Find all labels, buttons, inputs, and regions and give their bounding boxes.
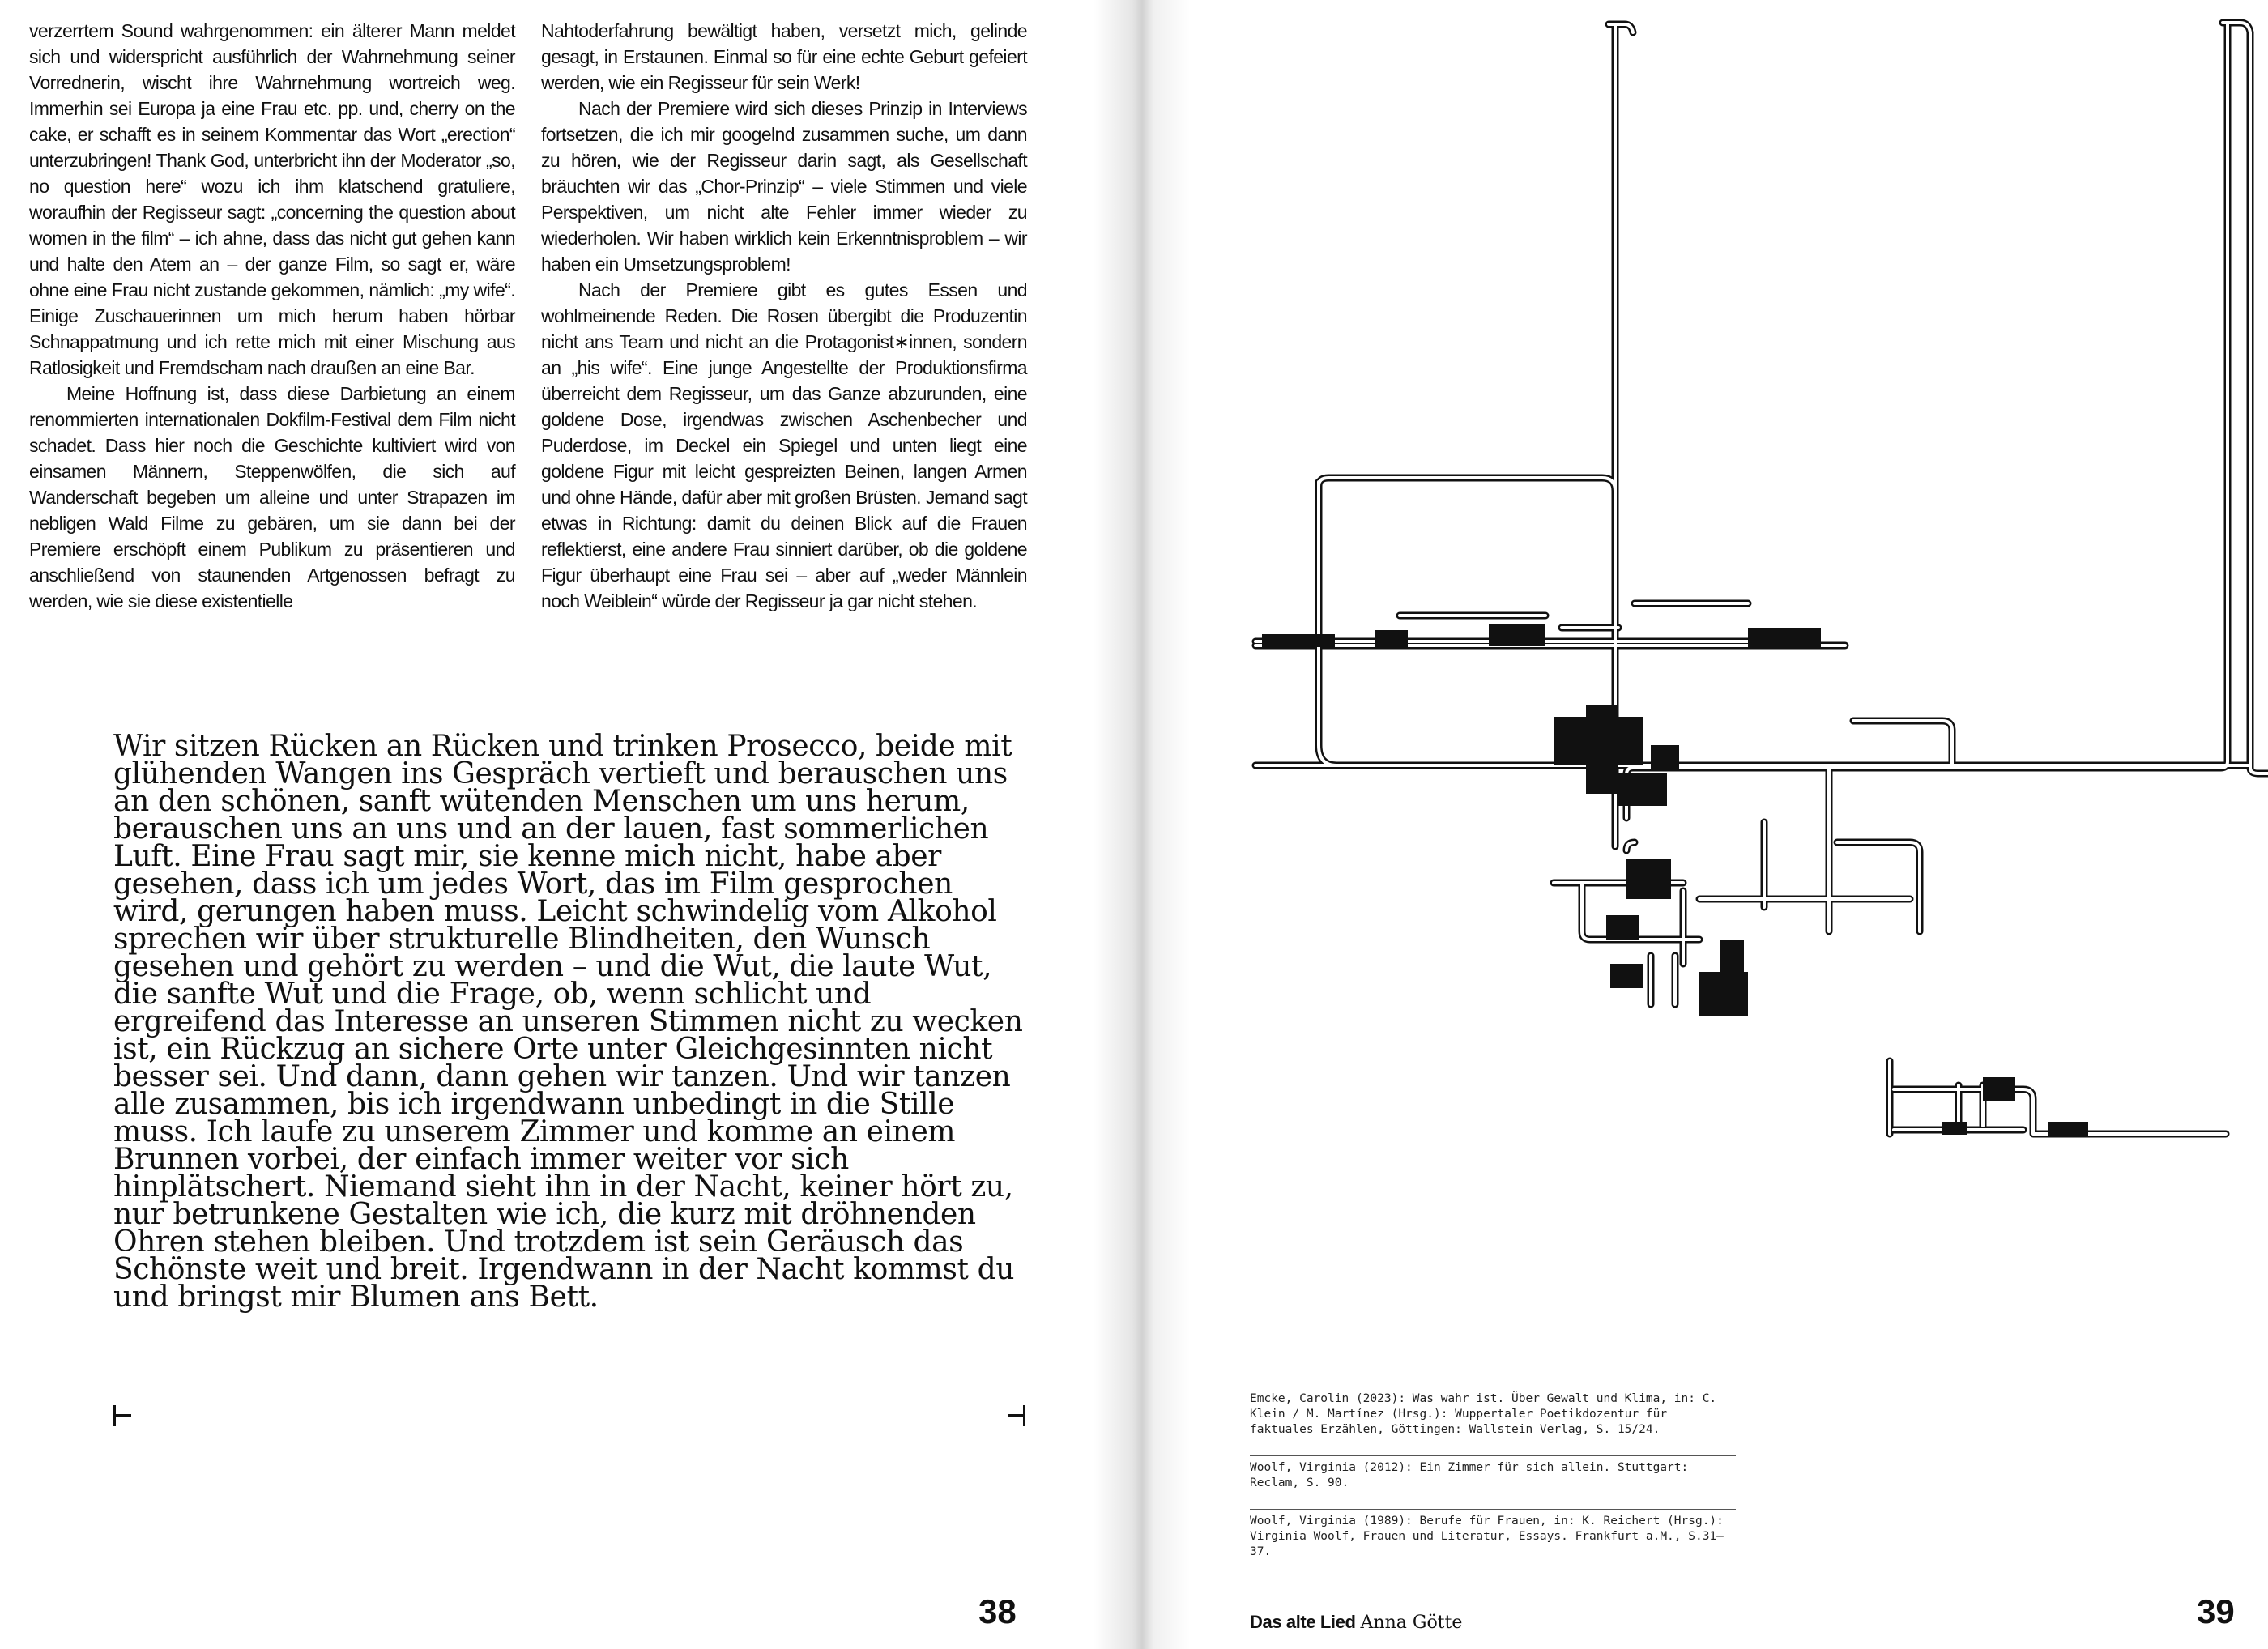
reference-item: Emcke, Carolin (2023): Was wahr ist. Über Gewalt und Klima, in: C. Klein / M. Martínez (Hrsg.): Wuppertaler Poetikdozentur für faktuales Erzählen, Göttingen: Wallstein Verlag, S. 15/24.	[1250, 1387, 1736, 1438]
line-network-illustration	[1132, 0, 2268, 1377]
left-page	[0, 0, 1132, 1649]
running-title: Das alte Lied	[1250, 1612, 1356, 1632]
right-page	[1132, 0, 2268, 1649]
crop-mark-right	[1006, 1405, 1025, 1426]
running-author: Anna Götte	[1360, 1613, 1463, 1633]
paragraph: Nach der Premiere gibt es gutes Essen und wohlmeinende Reden. Die Rosen übergibt die Produzentin nicht ans Team und nicht an die Protagonist∗innen, sondern an „his wife“. Eine junge Angestellte der Produktionsfirma überreicht dem Regisseur, um das Ganze abzurunden, eine goldene Dose, irgendwas zwischen Aschenbecher und Puderdose, im Deckel ein Spiegel und unten liegt eine goldene Figur mit leicht gespreizten Beinen, langen Armen und ohne Hände, dafür aber mit großen Brüsten. Jemand sagt etwas in Richtung: damit du deinen Blick auf die Frauen reflektierst, eine andere Frau sinniert darüber, ob die goldene Figur überhaupt eine Frau sei – aber auf „weder Männlein noch Weiblein“ würde der Regisseur ja gar nicht stehen.	[541, 279, 1027, 611]
reference-item: Woolf, Virginia (1989): Berufe für Frauen, in: K. Reichert (Hrsg.): Virginia Woolf, Frauen und Literatur, Essays. Frankfurt a.M., S.31–37.	[1250, 1509, 1736, 1560]
paragraph: Meine Hoffnung ist, dass diese Darbietung an einem renommierten internationalen Dokfilm-Festival dem Film nicht schadet. Dass hier noch die Geschichte kultiviert wird von einsamen Männern, Steppenwölfen, die sich auf Wanderschaft begeben um alleine und unter Strapazen im nebligen Wald Filme zu gebären, um sie dann bei der Premiere erschöpft einem Publikum zu präsentieren und anschließend von staunenden Artgenossen befragt zu werden, wie sie diese existentielle	[29, 383, 515, 611]
text-column-2	[541, 18, 1027, 614]
paragraph: Nahtoderfahrung bewältigt haben, versetzt mich, gelinde gesagt, in Erstaunen. Einmal so für eine echte Geburt gefeiert werden, wie ein Regisseur für sein Werk!	[541, 20, 1027, 93]
text-column-1	[29, 18, 515, 614]
running-footer	[1250, 1612, 1462, 1633]
references	[1250, 1387, 1736, 1578]
paragraph: Nach der Premiere wird sich dieses Prinzip in Interviews fortsetzen, die ich mir googelnd zusammen suche, um dann zu hören, wie der Regisseur darin sagt, als Gesellschaft bräuchten wir das „Chor-Prinzip“ – viele Stimmen und viele Perspektiven, um nicht alte Fehler immer wieder zu wiederholen. Wir haben wirklich kein Erkenntnisproblem – wir haben ein Umsetzungsproblem!	[541, 98, 1027, 275]
reference-item: Woolf, Virginia (2012): Ein Zimmer für sich allein. Stuttgart: Reclam, S. 90.	[1250, 1455, 1736, 1491]
paragraph: verzerrtem Sound wahrgenommen: ein älterer Mann meldet sich und widerspricht ausführlich der Wahrnehmung seiner Vorrednerin, wischt ihre Wahrnehmung wortreich weg. Immerhin sei Europa ja eine Frau etc. pp. und, cherry on the cake, er schafft es in seinem Kommentar das Wort „erection“ unterzubringen! Thank God, unterbricht ihn der Moderator „so, no question here“ wozu ich ihm klatschend gratuliere, woraufhin der Regisseur sagt: „concerning the question about women in the film“ – ich ahne, dass das nicht gut gehen kann und halte den Atem an – der ganze Film, so sagt er, wäre ohne eine Frau nicht zustande gekommen, nämlich: „my wife“. Einige Zuschauerinnen um mich herum haben hörbar Schnappatmung und ich rette mich mit einer Mischung aus Ratlosigkeit und Fremdscham nach draußen an eine Bar.	[29, 20, 515, 378]
page-number: 39	[2197, 1592, 2235, 1630]
crop-mark-left	[113, 1405, 133, 1426]
pull-quote: Wir sitzen Rücken an Rücken und trinken Prosecco, beide mit glühenden Wangen ins Gespräch vertieft und berauschen uns an den schönen, sanft wütenden Menschen um uns herum, berauschen uns an uns und an der lauen, fast sommerlichen Luft. Eine Frau sagt mir, sie kenne mich nicht, habe aber gesehen, dass ich um jedes Wort, das im Film gesprochen wird, gerungen haben muss. Leicht schwindelig vom Alkohol sprechen wir über strukturelle Blindheiten, den Wunsch gesehen und gehört zu werden – und die Wut, die laute Wut, die sanfte Wut und die Frage, ob, wenn schlicht und ergreifend das Interesse an unseren Stimmen nicht zu wecken ist, ein Rückzug an sichere Orte unter Gleichgesinnten nicht besser sei. Und dann, dann gehen wir tanzen. Und wir tanzen alle zusammen, bis ich irgendwann unbedingt in die Stille muss. Ich laufe zu unserem Zimmer und komme an einem Brunnen vorbei, der einfach immer weiter vor sich hinplätschert. Niemand sieht ihn in der Nacht, keiner hört zu, nur betrunkene Gestalten wie ich, die kurz mit dröhnenden Ohren stehen bleiben. Und trotzdem ist sein Geräusch das Schönste weit und breit. Irgendwann in der Nacht kommst du und bringst mir Blumen ans Bett.	[113, 730, 1023, 1314]
page-number: 38	[978, 1592, 1017, 1630]
